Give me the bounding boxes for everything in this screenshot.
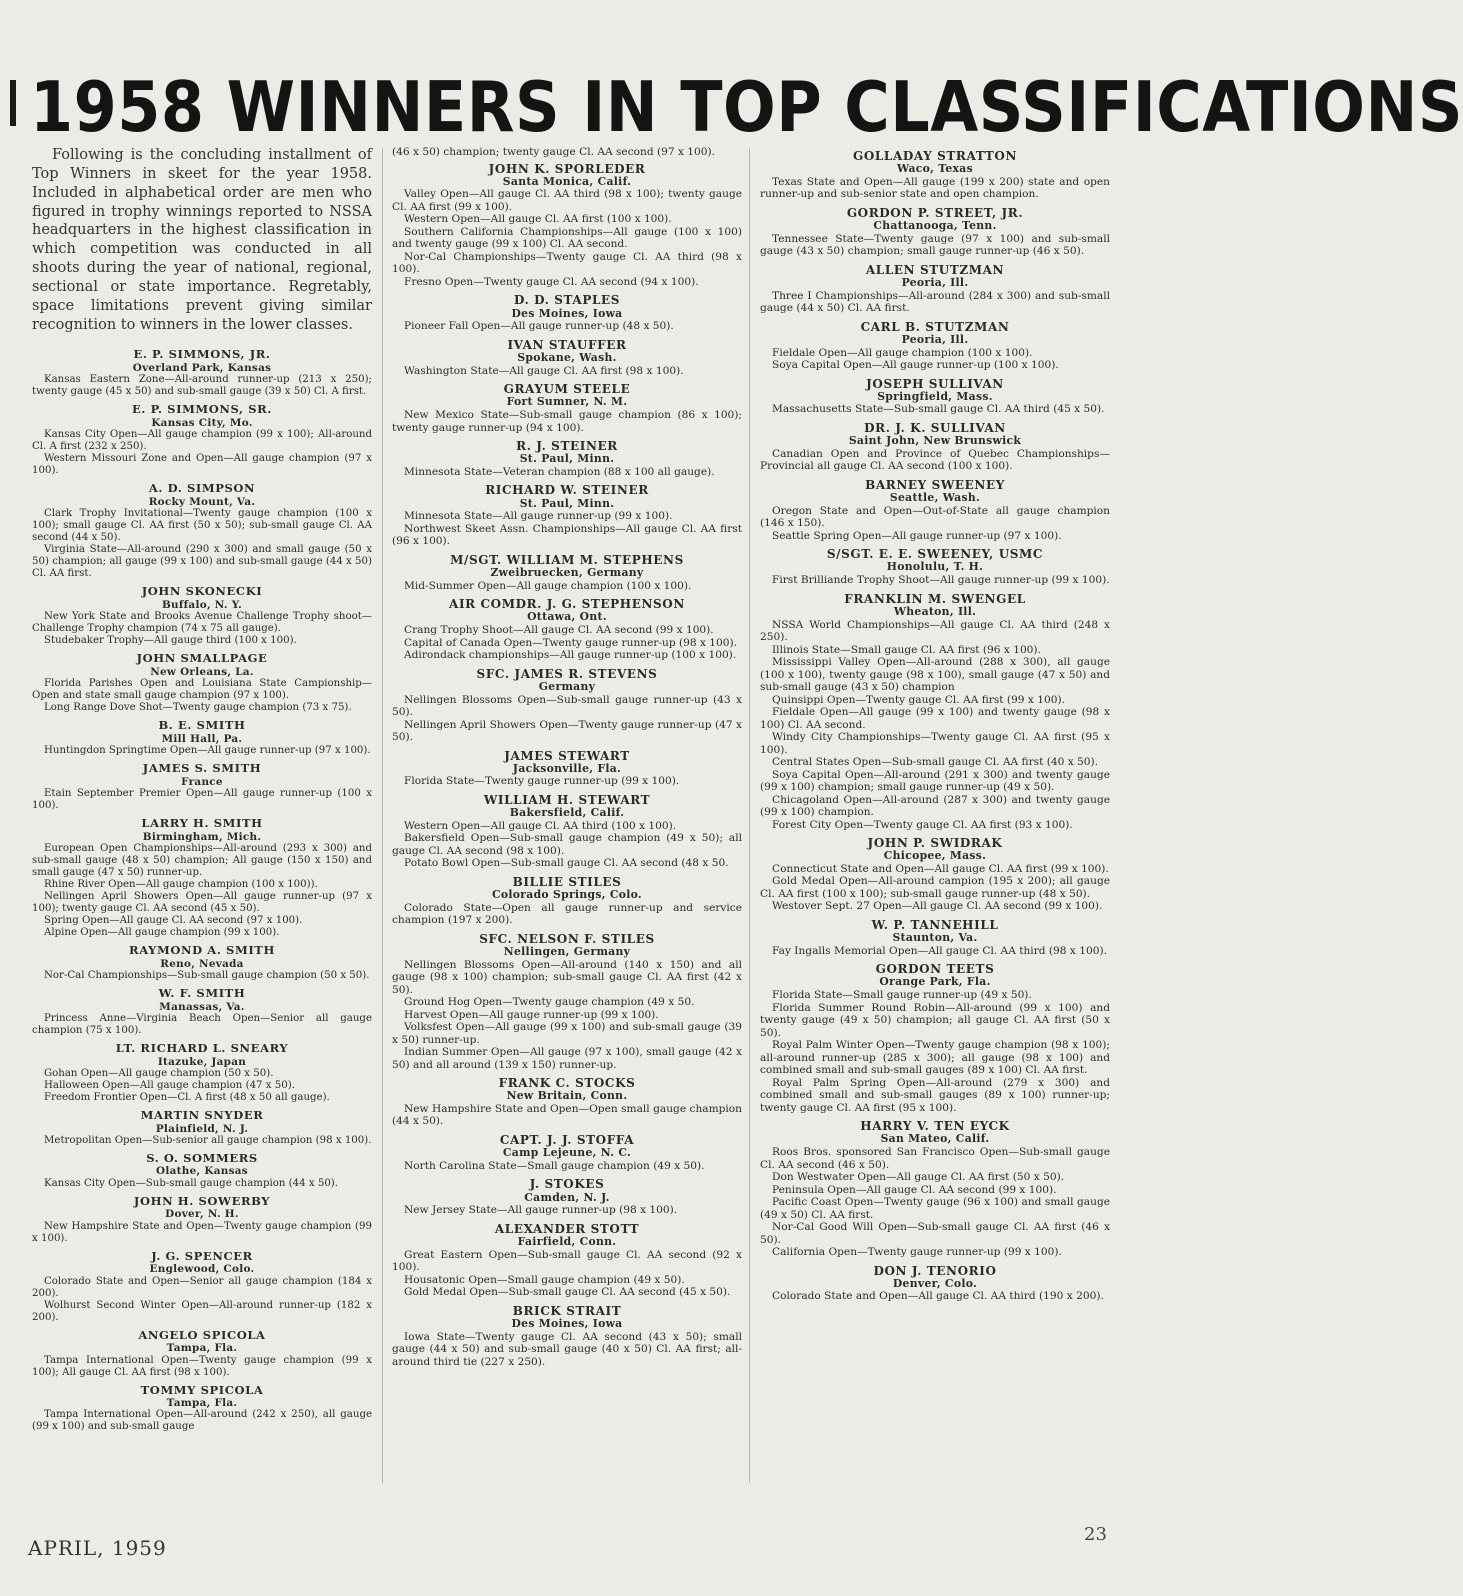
winner-location: Buffalo, N. Y. — [161, 598, 243, 611]
winner-location: Ottawa, Ont. — [527, 610, 607, 624]
winner-entry — [760, 918, 1110, 957]
winner-entry — [392, 162, 742, 289]
winner-name: IVAN STAUFFER — [507, 337, 627, 352]
award-line: Metropolitan Open—Sub-senior all gauge champion (98 x 100). — [44, 1134, 372, 1146]
winner-entry — [32, 652, 372, 714]
winner-location: Honolulu, T. H. — [886, 560, 984, 574]
winner-location: Fort Sumner, N. M. — [506, 395, 628, 409]
award-line: Indian Summer Open—All gauge (97 x 100), small gauge (42 x 50) and all around (139 x 150) runner-up. — [392, 1046, 742, 1071]
award-line: Kansas Eastern Zone—All-around runner-up (213 x 250); twenty gauge (45 x 50) and sub-small gauge (39 x 50) Cl. A first. — [32, 374, 372, 398]
award-line: NSSA World Championships—All gauge Cl. AA third (248 x 250). — [760, 618, 1110, 644]
award-line: First Brilliande Trophy Shoot—All gauge runner-up (99 x 100). — [772, 574, 1110, 587]
award-line: Crang Trophy Shoot—All gauge Cl. AA second (99 x 100). — [404, 624, 714, 637]
winner-entry — [392, 749, 742, 788]
winner-entry — [32, 817, 372, 939]
award-line: Gold Medal Open—Sub-small gauge Cl. AA second (45 x 50). — [404, 1286, 731, 1299]
winner-location: Itazuke, Japan — [157, 1055, 247, 1068]
winner-location: Denver, Colo. — [892, 1276, 978, 1290]
winner-entry — [392, 338, 742, 377]
winner-location: Mill Hall, Pa. — [161, 732, 243, 745]
award-line: New Jersey State—All gauge runner-up (98 x 100). — [404, 1204, 678, 1217]
winner-location: Springfield, Mass. — [877, 389, 993, 403]
award-line: Western Missouri Zone and Open—All gauge champion (97 x 100). — [32, 453, 372, 477]
winner-name: M/SGT. WILLIAM M. STEPHENS — [450, 552, 684, 567]
award-line: New Hampshire State and Open—Open small gauge champion (44 x 50). — [392, 1102, 742, 1128]
winner-name: ALLEN STUTZMAN — [865, 262, 1005, 277]
winner-entry — [32, 987, 372, 1037]
winner-location: Manassas, Va. — [159, 1000, 245, 1013]
winner-name: JOHN K. SPORLEDER — [488, 161, 646, 176]
award-line: Nor-Cal Good Will Open—Sub-small gauge Cl. AA first (46 x 50). — [760, 1221, 1110, 1246]
edge-mark — [10, 80, 16, 126]
award-line: Huntingdon Springtime Open—All gauge runner-up (97 x 100). — [44, 745, 371, 757]
winner-name: BILLIE STILES — [512, 874, 622, 889]
winner-location: New Orleans, La. — [150, 665, 254, 678]
winner-location: Bakersfield, Calif. — [509, 806, 625, 820]
winner-location: Camden, N. J. — [524, 1190, 610, 1204]
winner-location: Dover, N. H. — [165, 1208, 239, 1221]
winner-location: St. Paul, Minn. — [519, 496, 615, 510]
winner-entry — [760, 149, 1110, 201]
winner-entry — [760, 547, 1110, 586]
award-line: Nellingen Blossoms Open—Sub-small gauge runner-up (43 x 50). — [392, 693, 742, 719]
winner-location: Olathe, Kansas — [156, 1165, 248, 1178]
award-line: Soya Capital Open—All-around (291 x 300) and twenty gauge (99 x 100) champion; small gauge runner-up (49 x 50). — [760, 768, 1110, 794]
award-line: Ground Hog Open—Twenty gauge champion (49 x 50. — [404, 996, 695, 1009]
award-line: Mississippi Valley Open—All-around (288 x 300), all gauge (100 x 100), twenty gauge (98 x 100), small gauge (47 x 50) and sub-small gauge (43 x 50) champion — [760, 656, 1110, 694]
winner-location: Saint John, New Brunswick — [848, 434, 1022, 448]
winner-entry — [760, 320, 1110, 372]
award-line: New Hampshire State and Open—Twenty gauge champion (99 x 100). — [32, 1220, 372, 1244]
award-line: Forest City Open—Twenty gauge Cl. AA first (93 x 100). — [772, 818, 1073, 831]
winner-name: R. J. STEINER — [516, 439, 618, 454]
winner-entry — [760, 478, 1110, 542]
winner-location: Jacksonville, Fla. — [512, 761, 622, 775]
award-line: Nellingen Blossoms Open—All-around (140 x 150) and all gauge (98 x 100) champion; sub-small gauge Cl. AA first (42 x 50). — [392, 958, 742, 996]
winner-location: Plainfield, N. J. — [155, 1122, 249, 1135]
winner-entry — [32, 1329, 372, 1379]
award-line: Studebaker Trophy—All gauge third (100 x 100). — [44, 635, 297, 647]
award-line: Mid-Summer Open—All gauge champion (100 x 100). — [404, 579, 692, 592]
winner-name: DR. J. K. SULLIVAN — [864, 420, 1006, 435]
award-line: Nor-Cal Championships—Sub-small gauge champion (50 x 50). — [44, 970, 370, 982]
award-line: Halloween Open—All gauge champion (47 x 50). — [44, 1079, 295, 1091]
award-line: Central States Open—Sub-small gauge Cl. AA first (40 x 50). — [772, 756, 1099, 769]
winner-entry — [32, 1195, 372, 1245]
winner-entry — [32, 944, 372, 982]
winner-name: CARL B. STUTZMAN — [860, 319, 1010, 334]
winner-name: AIR COMDR. J. G. STEPHENSON — [449, 597, 685, 612]
award-line: Royal Palm Winter Open—Twenty gauge champion (98 x 100); all-around runner-up (285 x 300); all gauge (98 x 100) and combined small and sub-small gauges (89 x 100) Cl. AA first. — [760, 1039, 1110, 1077]
winner-location: Orange Park, Fla. — [879, 975, 991, 989]
winner-location: Des Moines, Iowa — [511, 306, 623, 320]
winner-location: San Mateo, Calif. — [880, 1132, 990, 1146]
award-line: Texas State and Open—All gauge (199 x 200) state and open runner-up and sub-senior state and open champion. — [760, 175, 1110, 201]
column-2 — [392, 146, 742, 1506]
award-line: New York State and Brooks Avenue Challenge Trophy shoot—Challenge Trophy champion (74 x 75 all gauge). — [32, 611, 372, 635]
award-line: Freedom Frontier Open—Cl. A first (48 x 50 all gauge). — [44, 1091, 330, 1103]
winner-entry — [392, 1076, 742, 1128]
winner-name: MARTIN SNYDER — [140, 1107, 264, 1122]
winner-name: JOHN P. SWIDRAK — [867, 836, 1003, 851]
winner-location: Reno, Nevada — [160, 957, 244, 970]
award-line: Florida State—Twenty gauge runner-up (99 x 100). — [404, 775, 680, 788]
award-line: Virginia State—All-around (290 x 300) and small gauge (50 x 50) champion; all gauge (99 x 100) and sub-small gauge (44 x 50) Cl. AA first. — [32, 544, 372, 580]
winner-entry — [392, 483, 742, 547]
award-line: Colorado State—Open all gauge runner-up and service champion (197 x 200). — [392, 901, 742, 927]
winner-entry — [392, 1222, 742, 1299]
winner-location: Staunton, Va. — [892, 931, 978, 945]
winner-name: ALEXANDER STOTT — [494, 1221, 640, 1236]
award-line: Nellingen April Showers Open—Twenty gauge runner-up (47 x 50). — [392, 718, 742, 744]
award-line: Colorado State and Open—All gauge Cl. AA third (190 x 200). — [772, 1290, 1104, 1303]
award-line: Kansas City Open—All gauge champion (99 x 100); All-around Cl. A first (232 x 250). — [32, 429, 372, 453]
award-line: Princess Anne—Virginia Beach Open—Senior all gauge champion (75 x 100). — [32, 1012, 372, 1036]
award-line: Bakersfield Open—Sub-small gauge champion (49 x 50); all gauge Cl. AA second (98 x 100). — [392, 832, 742, 857]
winner-entry — [760, 206, 1110, 258]
award-line: Long Range Dove Shot—Twenty gauge champion (73 x 75). — [44, 702, 352, 714]
award-line: Tennessee State—Twenty gauge (97 x 100) and sub-small gauge (43 x 50) champion; small gauge runner-up (46 x 50). — [760, 232, 1110, 258]
winner-location: St. Paul, Minn. — [519, 452, 615, 466]
award-line: Minnesota State—All gauge runner-up (99 x 100). — [404, 510, 673, 523]
page-headline: 1958 WINNERS IN TOP CLASSIFICATIONS — [30, 66, 1463, 148]
winner-entry — [32, 719, 372, 757]
page-number: 23 — [1084, 1524, 1107, 1545]
award-line: Spring Open—All gauge Cl. AA second (97 x 100). — [44, 915, 303, 927]
column-rule — [382, 148, 383, 1483]
winner-entry — [760, 592, 1110, 831]
winner-entry — [32, 1109, 372, 1147]
award-line: Royal Palm Spring Open—All-around (279 x 300) and combined small and sub-small gauges (89 x 100) runner-up; twenty gauge Cl. AA first (95 x 100). — [760, 1076, 1110, 1114]
winner-entry — [760, 1119, 1110, 1258]
winner-name: J. G. SPENCER — [151, 1248, 253, 1263]
award-line: Florida State—Small gauge runner-up (49 x 50). — [772, 989, 1032, 1002]
award-line: Canadian Open and Province of Quebec Championships—Provincial all gauge Cl. AA second (100 x 100). — [760, 447, 1110, 473]
winner-name: CAPT. J. J. STOFFA — [499, 1132, 635, 1147]
award-line: Iowa State—Twenty gauge Cl. AA second (43 x 50); small gauge (44 x 50) and sub-small gauge (40 x 50) Cl. AA first; all-around third tie (227 x 250). — [392, 1330, 742, 1368]
column-3 — [760, 146, 1110, 1506]
winner-location: Overland Park, Kansas — [132, 362, 272, 375]
winner-entry — [32, 1384, 372, 1434]
winner-location: France — [181, 775, 223, 788]
winner-name: E. P. SIMMONS, SR. — [132, 402, 272, 417]
winner-name: DON J. TENORIO — [873, 1263, 997, 1278]
winner-entry — [392, 553, 742, 592]
award-line: Kansas City Open—Sub-small gauge champion (44 x 50). — [44, 1177, 339, 1189]
award-line: Harvest Open—All gauge runner-up (99 x 100). — [404, 1008, 659, 1021]
winner-entry — [32, 1250, 372, 1324]
winner-location: Waco, Texas — [897, 162, 973, 176]
award-line: Seattle Spring Open—All gauge runner-up (97 x 100). — [772, 529, 1062, 542]
winners-list-3 — [760, 149, 1110, 1303]
winner-name: JOHN SMALLPAGE — [136, 651, 268, 666]
award-line: Pioneer Fall Open—All gauge runner-up (48 x 50). — [404, 320, 674, 333]
winner-name: J. STOKES — [529, 1177, 605, 1192]
award-line: Florida Parishes Open and Louisiana State Campionship—Open and state small gauge champion (97 x 100). — [32, 678, 372, 702]
award-line: Washington State—All gauge Cl. AA first (98 x 100). — [404, 364, 684, 377]
winner-location: Englewood, Colo. — [149, 1263, 255, 1276]
winner-name: JOSEPH SULLIVAN — [866, 376, 1004, 391]
winner-name: A. D. SIMPSON — [148, 481, 256, 496]
winner-name: SFC. JAMES R. STEVENS — [476, 666, 658, 681]
intro-paragraph: Following is the concluding installment of Top Winners in skeet for the year 1958. Included in alphabetical order are men who figured in trophy winnings reported to NSSA headquarters in the highest classification in which competition was conducted in all shoots during the year of national, regional, sectional or state importance. Regretably, space limitations prevent giving similar recognition to winners in the lower classes. — [32, 147, 372, 333]
winner-name: JAMES STEWART — [504, 748, 630, 763]
award-line: Western Open—All gauge Cl. AA first (100 x 100). — [404, 213, 672, 226]
award-line: Housatonic Open—Small gauge champion (49 x 50). — [404, 1273, 685, 1286]
winner-location: Rocky Mount, Va. — [148, 495, 256, 508]
continued-text: (46 x 50) champion; twenty gauge Cl. AA second (97 x 100). — [392, 146, 716, 158]
winner-location: New Britain, Conn. — [506, 1089, 628, 1103]
column-rule — [749, 148, 750, 1483]
winner-name: JAMES S. SMITH — [142, 761, 262, 776]
winner-entry — [392, 1304, 742, 1368]
award-line: Don Westwater Open—All gauge Cl. AA first (50 x 50). — [772, 1171, 1065, 1184]
winner-name: GORDON TEETS — [875, 962, 995, 977]
award-line: Fieldale Open—All gauge champion (100 x 100). — [772, 346, 1033, 359]
winner-name: GRAYUM STEELE — [503, 382, 631, 397]
award-line: Northwest Skeet Assn. Championships—All gauge Cl. AA first (96 x 100). — [392, 522, 742, 548]
winner-entry — [760, 377, 1110, 416]
winner-entry — [392, 1133, 742, 1172]
winner-name: ANGELO SPICOLA — [138, 1327, 266, 1342]
award-line: Minnesota State—Veteran champion (88 x 100 all gauge). — [404, 465, 715, 478]
winner-location: Tampa, Fla. — [166, 1397, 238, 1410]
winner-location: Peoria, Ill. — [901, 332, 969, 346]
award-line: Oregon State and Open—Out-of-State all gauge champion (146 x 150). — [760, 504, 1110, 530]
winner-location: Santa Monica, Calif. — [502, 174, 632, 188]
winner-entry — [32, 1042, 372, 1104]
winner-name: LT. RICHARD L. SNEARY — [115, 1041, 289, 1056]
winner-location: Spokane, Wash. — [517, 350, 617, 364]
winner-entry — [392, 667, 742, 744]
winner-name: LARRY H. SMITH — [141, 816, 263, 831]
winner-entry — [760, 836, 1110, 913]
winner-location: Seattle, Wash. — [889, 491, 981, 504]
winner-entry — [760, 962, 1110, 1114]
award-line: Connecticut State and Open—All gauge Cl. AA first (99 x 100). — [772, 862, 1109, 875]
column-1 — [32, 146, 372, 1506]
award-line: Tampa International Open—All-around (242 x 250), all gauge (99 x 100) and sub-small gauge — [32, 1409, 372, 1433]
award-line: Chicagoland Open—All-around (287 x 300) and twenty gauge (99 x 100) champion. — [760, 793, 1110, 819]
award-line: Tampa International Open—Twenty gauge champion (99 x 100); All gauge Cl. AA first (98 x 100). — [32, 1354, 372, 1378]
winner-location: Chattanooga, Tenn. — [873, 219, 997, 233]
winner-entry — [392, 439, 742, 478]
award-line: Great Eastern Open—Sub-small gauge Cl. AA second (92 x 100). — [392, 1248, 742, 1274]
winner-name: WILLIAM H. STEWART — [483, 792, 651, 807]
award-line: Massachusetts State—Sub-small gauge Cl. AA third (45 x 50). — [772, 403, 1105, 416]
award-line: Nor-Cal Championships—Twenty gauge Cl. AA third (98 x 100). — [392, 250, 742, 276]
award-line: North Carolina State—Small gauge champion (49 x 50). — [404, 1159, 705, 1172]
winner-location: Chicopee, Mass. — [883, 849, 987, 863]
award-line: Rhine River Open—All gauge champion (100 x 100)). — [44, 879, 318, 891]
award-line: California Open—Twenty gauge runner-up (99 x 100). — [772, 1246, 1062, 1259]
winner-entry — [392, 793, 742, 870]
award-line: Potato Bowl Open—Sub-small gauge Cl. AA second (48 x 50. — [404, 857, 729, 870]
award-line: Quinsippi Open—Twenty gauge Cl. AA first (99 x 100). — [772, 693, 1065, 706]
winner-name: W. F. SMITH — [158, 986, 246, 1001]
award-line: Capital of Canada Open—Twenty gauge runner-up (98 x 100). — [404, 636, 738, 649]
winner-entry — [392, 932, 742, 1071]
winner-name: GORDON P. STREET, JR. — [846, 205, 1024, 220]
award-line: New Mexico State—Sub-small gauge champion (86 x 100); twenty gauge runner-up (94 x 100). — [392, 409, 742, 434]
winner-entry — [32, 1152, 372, 1190]
award-line: Gohan Open—All gauge champion (50 x 50). — [44, 1067, 274, 1079]
winner-name: RICHARD W. STEINER — [485, 483, 649, 498]
winner-entry — [32, 403, 372, 477]
winner-name: SFC. NELSON F. STILES — [479, 931, 655, 946]
award-line: Alpine Open—All gauge champion (99 x 100). — [44, 927, 280, 939]
winner-name: JOHN SKONECKI — [141, 584, 263, 599]
winner-location: Camp Lejeune, N. C. — [502, 1146, 632, 1160]
winner-name: S. O. SOMMERS — [146, 1150, 258, 1165]
winner-name: B. E. SMITH — [158, 718, 246, 733]
winner-location: Colorado Springs, Colo. — [492, 887, 642, 901]
winner-name: BARNEY SWEENEY — [865, 477, 1005, 492]
award-line: Soya Capital Open—All gauge runner-up (100 x 100). — [772, 359, 1059, 372]
winner-entry — [32, 762, 372, 812]
winner-location: Tampa, Fla. — [166, 1342, 238, 1355]
award-line: Wolhurst Second Winter Open—All-around runner-up (182 x 200). — [32, 1299, 372, 1323]
winner-entry — [760, 263, 1110, 315]
winner-location: Nellingen, Germany — [503, 944, 631, 958]
award-line: Fresno Open—Twenty gauge Cl. AA second (94 x 100). — [404, 275, 699, 288]
award-line: Illinois State—Small gauge Cl. AA first (96 x 100). — [772, 643, 1041, 656]
award-line: Gold Medal Open—All-around campion (195 x 200); all gauge Cl. AA first (100 x 100); sub-small gauge runner-up (48 x 50). — [760, 875, 1110, 900]
award-line: Colorado State and Open—Senior all gauge champion (184 x 200). — [32, 1275, 372, 1299]
winner-name: W. P. TANNEHILL — [871, 917, 999, 932]
winners-list-1 — [32, 348, 372, 1433]
winner-name: D. D. STAPLES — [514, 293, 620, 308]
winner-location: Wheaton, Ill. — [893, 604, 977, 618]
winner-location: Birmingham, Mich. — [142, 830, 262, 843]
winner-location: Des Moines, Iowa — [511, 1316, 623, 1330]
winner-entry — [32, 482, 372, 580]
winner-entry — [392, 293, 742, 332]
winner-location: Fairfield, Conn. — [517, 1234, 617, 1248]
winner-name: TOMMY SPICOLA — [140, 1382, 264, 1397]
winner-name: JOHN H. SOWERBY — [133, 1193, 271, 1208]
award-line: Pacific Coast Open—Twenty gauge (96 x 100) and small gauge (49 x 50) Cl. AA first. — [760, 1196, 1110, 1221]
winner-entry — [392, 1177, 742, 1216]
award-line: Volksfest Open—All gauge (99 x 100) and sub-small gauge (39 x 50) runner-up. — [392, 1021, 742, 1046]
winner-entry — [760, 421, 1110, 473]
issue-date: APRIL, 1959 — [28, 1536, 167, 1560]
winner-location: Kansas City, Mo. — [151, 416, 253, 429]
award-line: Fieldale Open—All gauge (99 x 100) and twenty gauge (98 x 100) Cl. AA second. — [760, 706, 1110, 731]
winner-entry — [32, 585, 372, 647]
award-line: European Open Championships—All-around (293 x 300) and sub-small gauge (48 x 50) champion; All gauge (150 x 150) and small gauge (47 x 50) runner-up. — [32, 842, 372, 879]
winner-name: HARRY V. TEN EYCK — [860, 1119, 1010, 1134]
winner-name: FRANK C. STOCKS — [498, 1076, 636, 1091]
award-line: Clark Trophy Invitational—Twenty gauge champion (100 x 100); small gauge Cl. AA first (50 x 50); sub-small gauge Cl. AA second (44 x 50). — [32, 508, 372, 544]
winner-entry — [760, 1264, 1110, 1303]
award-line: Westover Sept. 27 Open—All gauge Cl. AA second (99 x 100). — [772, 900, 1103, 913]
winner-entry — [392, 382, 742, 434]
winner-location: Germany — [538, 679, 596, 693]
winner-entry — [32, 348, 372, 398]
award-line: Fay Ingalls Memorial Open—All gauge Cl. AA third (98 x 100). — [772, 944, 1107, 957]
winner-name: FRANKLIN M. SWENGEL — [844, 591, 1026, 606]
award-line: Roos Bros. sponsored San Francisco Open—Sub-small gauge Cl. AA second (46 x 50). — [760, 1146, 1110, 1171]
award-line: Three I Championships—All-around (284 x 300) and sub-small gauge (44 x 50) Cl. AA first. — [760, 289, 1110, 315]
winner-name: BRICK STRAIT — [512, 1303, 622, 1318]
award-line: Southern California Championships—All gauge (100 x 100) and twenty gauge (99 x 100) Cl. AA second. — [392, 225, 742, 251]
award-line: Western Open—All gauge Cl. AA third (100 x 100). — [404, 819, 677, 832]
award-line: Etain September Premier Open—All gauge runner-up (100 x 100). — [32, 788, 372, 812]
award-line: Peninsula Open—All gauge Cl. AA second (99 x 100). — [772, 1183, 1057, 1196]
winner-name: E. P. SIMMONS, JR. — [133, 347, 271, 362]
winner-name: GOLLADAY STRATTON — [852, 149, 1018, 163]
award-line: Nellingen April Showers Open—All gauge runner-up (97 x 100); twenty gauge Cl. AA second (45 x 50). — [32, 891, 372, 915]
winner-location: Zweibruecken, Germany — [490, 566, 644, 579]
award-line: Adirondack championships—All gauge runner-up (100 x 100). — [404, 649, 737, 662]
winner-name: S/SGT. E. E. SWEENEY, USMC — [826, 547, 1044, 562]
winners-list-2 — [392, 162, 742, 1369]
winner-name: RAYMOND A. SMITH — [129, 943, 275, 958]
winner-entry — [392, 875, 742, 927]
winner-entry — [392, 597, 742, 661]
award-line: Valley Open—All gauge Cl. AA third (98 x 100); twenty gauge Cl. AA first (99 x 100). — [392, 188, 742, 213]
award-line: Florida Summer Round Robin—All-around (99 x 100) and twenty gauge (49 x 50) champion; all gauge Cl. AA first (50 x 50). — [760, 1001, 1110, 1039]
winner-location: Peoria, Ill. — [901, 275, 969, 289]
award-line: Windy City Championships—Twenty gauge Cl. AA first (95 x 100). — [760, 731, 1110, 756]
